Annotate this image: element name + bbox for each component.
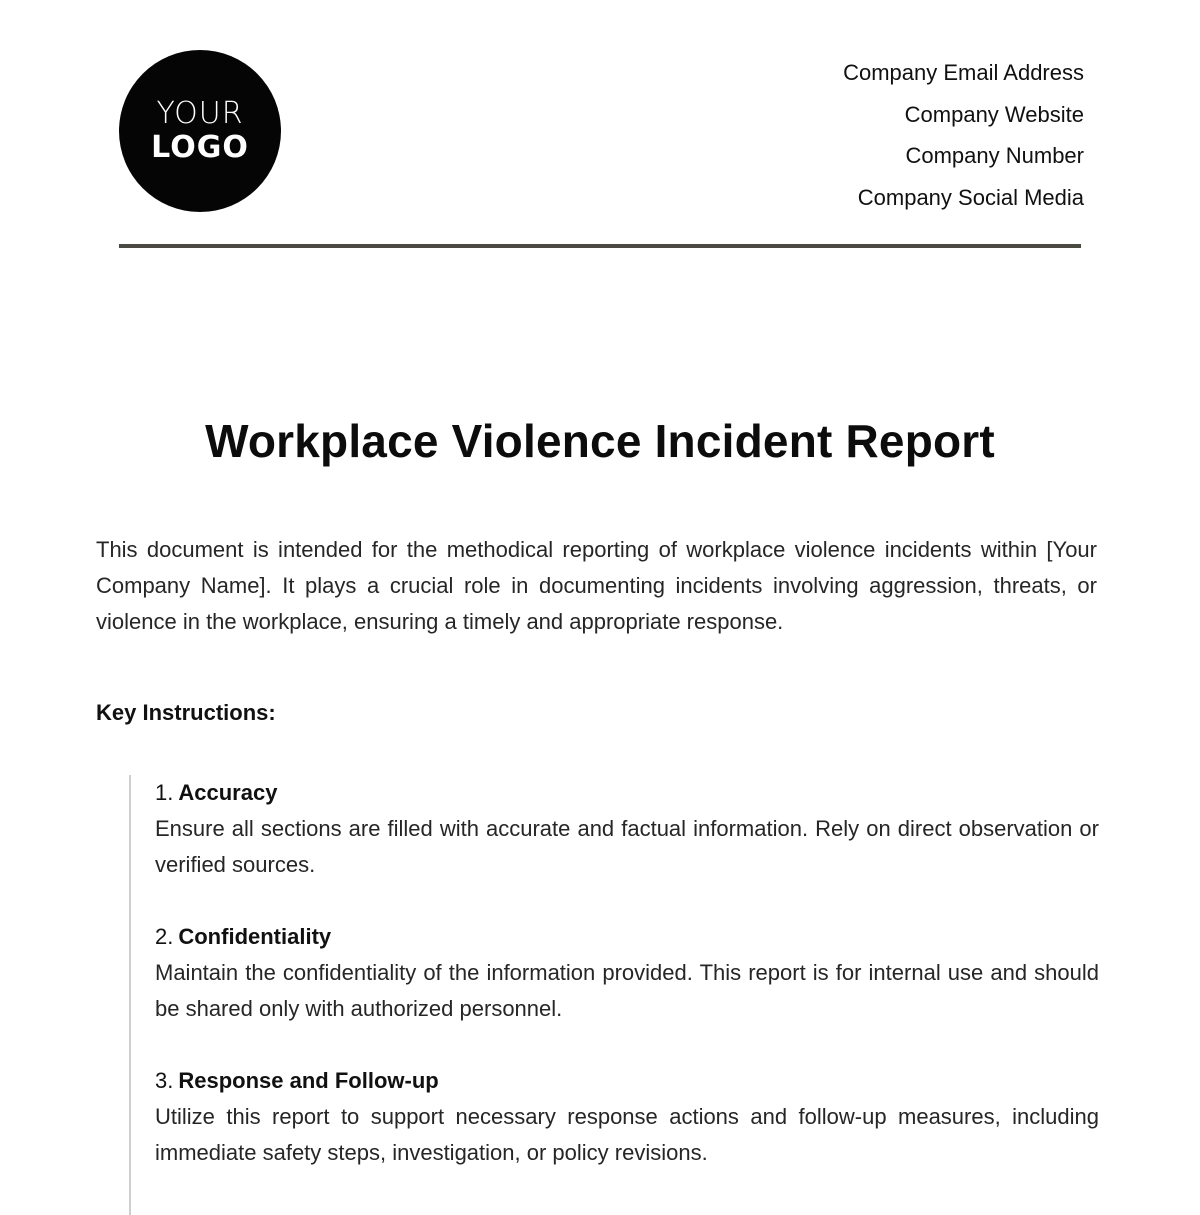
key-instructions-heading: Key Instructions:: [96, 700, 276, 725]
instructions-list: [129, 775, 1099, 1215]
instruction-number: 3.: [155, 1068, 174, 1093]
intro-paragraph: This document is intended for the methodical reporting of workplace violence incidents within [Your Company Name]. It plays a crucial role in documenting incidents involving aggression, threats, or violence in the workplace, ensuring a timely and appropriate response.: [96, 537, 1097, 634]
header-divider: [119, 244, 1081, 248]
instruction-number: 1.: [155, 780, 174, 805]
instruction-body: Maintain the confidentiality of the information provided. This report is for internal use and should be shared only with authorized personnel.: [155, 960, 1099, 1021]
instruction-heading: [155, 919, 1099, 955]
company-contact-block: [843, 52, 1084, 218]
company-social-media: Company Social Media: [857, 184, 1084, 210]
company-number: Company Number: [905, 143, 1084, 169]
company-logo: [119, 50, 281, 212]
instruction-body: Utilize this report to support necessary response actions and follow-up measures, including immediate safety steps, investigation, or policy revisions.: [155, 1104, 1099, 1165]
company-email: Company Email Address: [843, 60, 1084, 85]
instruction-item-accuracy: [155, 775, 1099, 883]
instruction-item-confidentiality: [155, 919, 1099, 1027]
instruction-title: Accuracy: [178, 780, 278, 805]
instruction-body: Ensure all sections are filled with accurate and factual information. Rely on direct observation or verified sources.: [155, 816, 1099, 877]
instruction-title: Response and Follow-up: [178, 1068, 439, 1093]
company-website: Company Website: [904, 101, 1084, 127]
instruction-title: Confidentiality: [178, 924, 332, 949]
instruction-heading: [155, 1063, 1099, 1099]
instruction-number: 2.: [155, 924, 174, 949]
document-title: Workplace Violence Incident Report: [205, 415, 995, 467]
instruction-item-response-follow-up: [155, 1063, 1099, 1171]
logo-text-your: YOUR: [156, 96, 244, 131]
logo-text-logo: LOGO: [151, 130, 249, 165]
instruction-heading: [155, 775, 1099, 811]
